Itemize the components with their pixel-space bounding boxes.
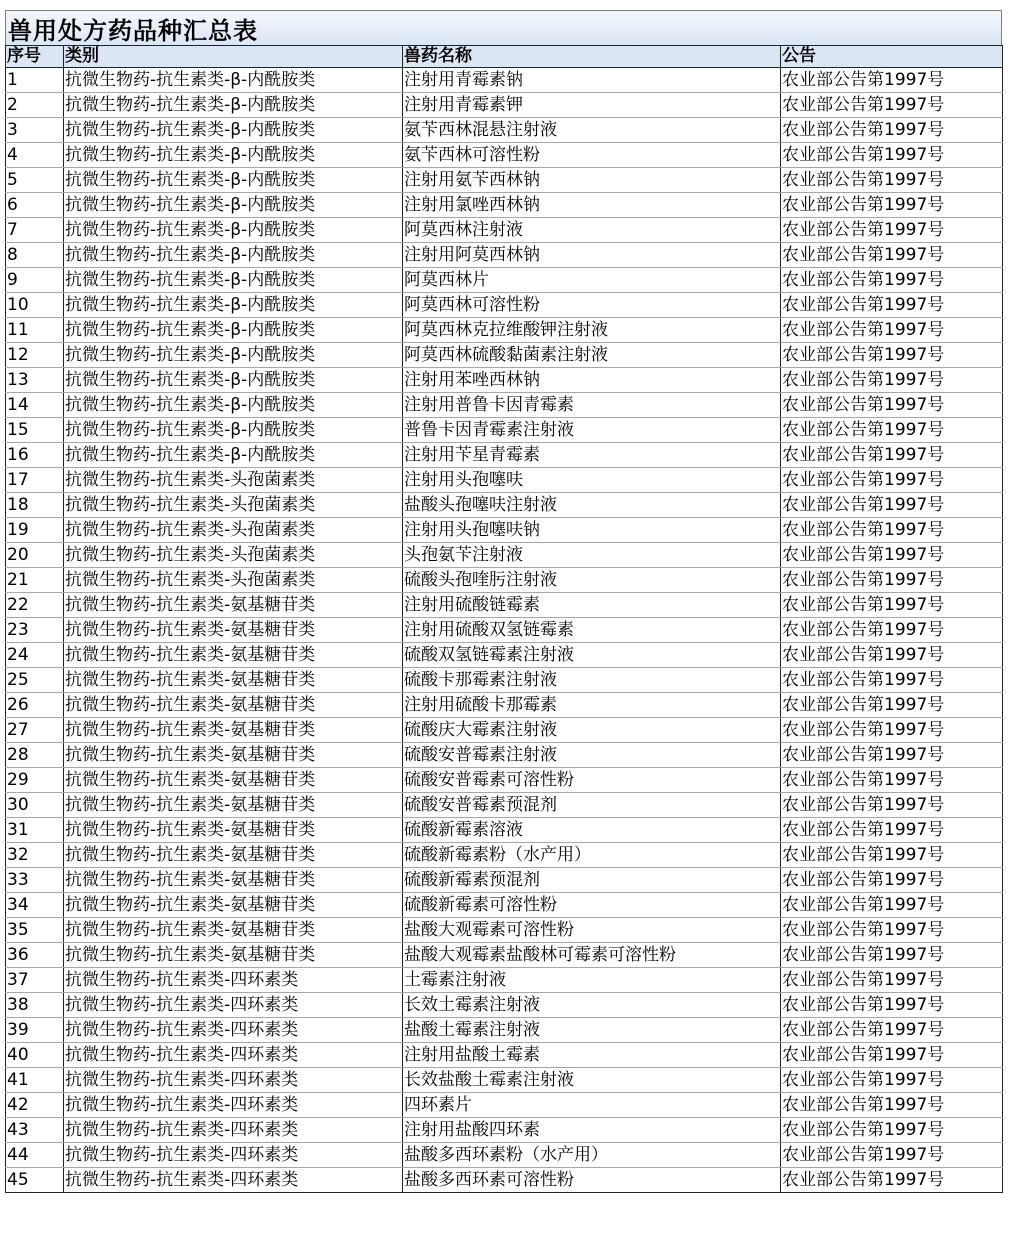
table-row [6,793,1003,818]
cell-index: 38 [6,993,64,1018]
cell-category: 抗微生物药-抗生素类-氨基糖苷类 [64,768,403,793]
cell-index: 4 [6,143,64,168]
cell-category: 抗微生物药-抗生素类-四环素类 [64,1018,403,1043]
table-row [6,68,1003,93]
cell-category: 抗微生物药-抗生素类-β-内酰胺类 [64,118,403,143]
cell-category: 抗微生物药-抗生素类-四环素类 [64,1118,403,1143]
cell-announcement: 农业部公告第1997号 [781,1118,1003,1143]
cell-announcement: 农业部公告第1997号 [781,643,1003,668]
cell-index: 3 [6,118,64,143]
cell-drug-name: 普鲁卡因青霉素注射液 [403,418,781,443]
cell-announcement: 农业部公告第1997号 [781,468,1003,493]
page-title: 兽用处方药品种汇总表 [8,16,258,45]
cell-index: 42 [6,1093,64,1118]
cell-category: 抗微生物药-抗生素类-四环素类 [64,1068,403,1093]
cell-drug-name: 注射用苯唑西林钠 [403,368,781,393]
cell-category: 抗微生物药-抗生素类-β-内酰胺类 [64,368,403,393]
cell-index: 1 [6,68,64,93]
cell-announcement: 农业部公告第1997号 [781,1143,1003,1168]
cell-category: 抗微生物药-抗生素类-氨基糖苷类 [64,918,403,943]
cell-announcement: 农业部公告第1997号 [781,293,1003,318]
cell-index: 37 [6,968,64,993]
cell-announcement: 农业部公告第1997号 [781,493,1003,518]
cell-category: 抗微生物药-抗生素类-氨基糖苷类 [64,618,403,643]
cell-announcement: 农业部公告第1997号 [781,193,1003,218]
cell-drug-name: 土霉素注射液 [403,968,781,993]
cell-category: 抗微生物药-抗生素类-β-内酰胺类 [64,268,403,293]
cell-drug-name: 注射用硫酸卡那霉素 [403,693,781,718]
cell-announcement: 农业部公告第1997号 [781,168,1003,193]
cell-announcement: 农业部公告第1997号 [781,1093,1003,1118]
cell-announcement: 农业部公告第1997号 [781,943,1003,968]
cell-index: 45 [6,1168,64,1193]
cell-announcement: 农业部公告第1997号 [781,1018,1003,1043]
cell-category: 抗微生物药-抗生素类-β-内酰胺类 [64,68,403,93]
drug-table [5,45,1003,1193]
cell-category: 抗微生物药-抗生素类-氨基糖苷类 [64,868,403,893]
cell-index: 44 [6,1143,64,1168]
cell-category: 抗微生物药-抗生素类-β-内酰胺类 [64,193,403,218]
cell-category: 抗微生物药-抗生素类-四环素类 [64,993,403,1018]
cell-index: 24 [6,643,64,668]
cell-announcement: 农业部公告第1997号 [781,118,1003,143]
cell-announcement: 农业部公告第1997号 [781,318,1003,343]
table-row [6,643,1003,668]
table-row [6,243,1003,268]
cell-category: 抗微生物药-抗生素类-四环素类 [64,1143,403,1168]
cell-index: 9 [6,268,64,293]
table-row [6,543,1003,568]
cell-announcement: 农业部公告第1997号 [781,893,1003,918]
cell-index: 15 [6,418,64,443]
cell-drug-name: 氨苄西林混悬注射液 [403,118,781,143]
table-row [6,93,1003,118]
table-row [6,618,1003,643]
cell-drug-name: 注射用盐酸四环素 [403,1118,781,1143]
cell-drug-name: 长效盐酸土霉素注射液 [403,1068,781,1093]
cell-index: 40 [6,1043,64,1068]
table-row [6,368,1003,393]
table-row [6,918,1003,943]
cell-index: 36 [6,943,64,968]
table-row [6,318,1003,343]
cell-category: 抗微生物药-抗生素类-氨基糖苷类 [64,793,403,818]
title-row [5,10,1002,45]
cell-announcement: 农业部公告第1997号 [781,618,1003,643]
column-header-announcement: 公告 [781,46,1003,68]
cell-category: 抗微生物药-抗生素类-β-内酰胺类 [64,243,403,268]
table-row [6,968,1003,993]
cell-index: 6 [6,193,64,218]
cell-index: 19 [6,518,64,543]
table-row [6,593,1003,618]
cell-category: 抗微生物药-抗生素类-氨基糖苷类 [64,893,403,918]
cell-drug-name: 注射用青霉素钾 [403,93,781,118]
cell-drug-name: 注射用头孢噻呋钠 [403,518,781,543]
cell-drug-name: 注射用硫酸双氢链霉素 [403,618,781,643]
cell-drug-name: 盐酸多西环素可溶性粉 [403,1168,781,1193]
header-row [6,46,1003,68]
cell-category: 抗微生物药-抗生素类-氨基糖苷类 [64,743,403,768]
cell-category: 抗微生物药-抗生素类-氨基糖苷类 [64,843,403,868]
cell-drug-name: 硫酸头孢喹肟注射液 [403,568,781,593]
cell-drug-name: 阿莫西林注射液 [403,218,781,243]
cell-drug-name: 硫酸双氢链霉素注射液 [403,643,781,668]
cell-category: 抗微生物药-抗生素类-β-内酰胺类 [64,218,403,243]
table-row [6,843,1003,868]
table-row [6,418,1003,443]
cell-index: 8 [6,243,64,268]
cell-announcement: 农业部公告第1997号 [781,568,1003,593]
table-row [6,568,1003,593]
cell-category: 抗微生物药-抗生素类-头孢菌素类 [64,568,403,593]
cell-index: 23 [6,618,64,643]
cell-index: 29 [6,768,64,793]
cell-category: 抗微生物药-抗生素类-β-内酰胺类 [64,293,403,318]
cell-announcement: 农业部公告第1997号 [781,818,1003,843]
column-header-drug-name: 兽药名称 [403,46,781,68]
cell-index: 39 [6,1018,64,1043]
cell-index: 5 [6,168,64,193]
cell-drug-name: 注射用普鲁卡因青霉素 [403,393,781,418]
table-row [6,218,1003,243]
cell-index: 32 [6,843,64,868]
cell-announcement: 农业部公告第1997号 [781,1043,1003,1068]
cell-index: 34 [6,893,64,918]
table-row [6,1068,1003,1093]
cell-category: 抗微生物药-抗生素类-头孢菌素类 [64,518,403,543]
column-header-category: 类别 [64,46,403,68]
cell-category: 抗微生物药-抗生素类-β-内酰胺类 [64,143,403,168]
cell-index: 20 [6,543,64,568]
cell-index: 35 [6,918,64,943]
cell-category: 抗微生物药-抗生素类-氨基糖苷类 [64,693,403,718]
cell-drug-name: 阿莫西林硫酸黏菌素注射液 [403,343,781,368]
cell-drug-name: 注射用青霉素钠 [403,68,781,93]
cell-index: 28 [6,743,64,768]
table-row [6,1118,1003,1143]
cell-announcement: 农业部公告第1997号 [781,693,1003,718]
cell-category: 抗微生物药-抗生素类-β-内酰胺类 [64,418,403,443]
table-row [6,818,1003,843]
cell-drug-name: 硫酸新霉素溶液 [403,818,781,843]
cell-index: 11 [6,318,64,343]
table-row [6,743,1003,768]
table-row [6,668,1003,693]
spreadsheet [5,10,1002,1193]
table-row [6,718,1003,743]
cell-index: 13 [6,368,64,393]
cell-announcement: 农业部公告第1997号 [781,968,1003,993]
cell-drug-name: 硫酸新霉素粉（水产用） [403,843,781,868]
table-row [6,943,1003,968]
cell-category: 抗微生物药-抗生素类-四环素类 [64,968,403,993]
table-row [6,1018,1003,1043]
cell-drug-name: 盐酸多西环素粉（水产用） [403,1143,781,1168]
cell-announcement: 农业部公告第1997号 [781,443,1003,468]
cell-announcement: 农业部公告第1997号 [781,843,1003,868]
cell-category: 抗微生物药-抗生素类-氨基糖苷类 [64,643,403,668]
table-row [6,493,1003,518]
cell-category: 抗微生物药-抗生素类-β-内酰胺类 [64,168,403,193]
cell-index: 41 [6,1068,64,1093]
cell-announcement: 农业部公告第1997号 [781,343,1003,368]
cell-index: 7 [6,218,64,243]
table-row [6,1143,1003,1168]
table-row [6,118,1003,143]
cell-index: 12 [6,343,64,368]
cell-drug-name: 硫酸安普霉素预混剂 [403,793,781,818]
table-row [6,468,1003,493]
cell-announcement: 农业部公告第1997号 [781,143,1003,168]
cell-category: 抗微生物药-抗生素类-β-内酰胺类 [64,393,403,418]
cell-drug-name: 注射用氯唑西林钠 [403,193,781,218]
cell-index: 2 [6,93,64,118]
table-row [6,868,1003,893]
cell-announcement: 农业部公告第1997号 [781,593,1003,618]
cell-drug-name: 盐酸大观霉素可溶性粉 [403,918,781,943]
cell-drug-name: 阿莫西林克拉维酸钾注射液 [403,318,781,343]
cell-category: 抗微生物药-抗生素类-β-内酰胺类 [64,318,403,343]
table-row [6,268,1003,293]
table-row [6,768,1003,793]
cell-announcement: 农业部公告第1997号 [781,268,1003,293]
cell-drug-name: 盐酸土霉素注射液 [403,1018,781,1043]
table-row [6,168,1003,193]
cell-drug-name: 注射用苄星青霉素 [403,443,781,468]
cell-announcement: 农业部公告第1997号 [781,668,1003,693]
cell-drug-name: 注射用硫酸链霉素 [403,593,781,618]
cell-category: 抗微生物药-抗生素类-氨基糖苷类 [64,718,403,743]
cell-announcement: 农业部公告第1997号 [781,368,1003,393]
cell-drug-name: 注射用氨苄西林钠 [403,168,781,193]
cell-index: 30 [6,793,64,818]
cell-category: 抗微生物药-抗生素类-β-内酰胺类 [64,93,403,118]
cell-announcement: 农业部公告第1997号 [781,543,1003,568]
cell-drug-name: 长效土霉素注射液 [403,993,781,1018]
cell-category: 抗微生物药-抗生素类-β-内酰胺类 [64,443,403,468]
cell-category: 抗微生物药-抗生素类-氨基糖苷类 [64,668,403,693]
table-row [6,443,1003,468]
cell-index: 31 [6,818,64,843]
cell-category: 抗微生物药-抗生素类-四环素类 [64,1093,403,1118]
cell-index: 10 [6,293,64,318]
cell-index: 14 [6,393,64,418]
table-body [6,68,1003,1193]
cell-index: 16 [6,443,64,468]
table-row [6,1168,1003,1193]
cell-index: 33 [6,868,64,893]
cell-index: 26 [6,693,64,718]
cell-announcement: 农业部公告第1997号 [781,1068,1003,1093]
cell-announcement: 农业部公告第1997号 [781,218,1003,243]
table-row [6,893,1003,918]
cell-announcement: 农业部公告第1997号 [781,768,1003,793]
cell-announcement: 农业部公告第1997号 [781,718,1003,743]
cell-announcement: 农业部公告第1997号 [781,743,1003,768]
cell-drug-name: 硫酸安普霉素可溶性粉 [403,768,781,793]
cell-announcement: 农业部公告第1997号 [781,393,1003,418]
cell-category: 抗微生物药-抗生素类-头孢菌素类 [64,493,403,518]
cell-announcement: 农业部公告第1997号 [781,518,1003,543]
table-row [6,343,1003,368]
cell-index: 25 [6,668,64,693]
cell-category: 抗微生物药-抗生素类-氨基糖苷类 [64,943,403,968]
cell-announcement: 农业部公告第1997号 [781,418,1003,443]
cell-category: 抗微生物药-抗生素类-氨基糖苷类 [64,818,403,843]
cell-category: 抗微生物药-抗生素类-头孢菌素类 [64,468,403,493]
cell-announcement: 农业部公告第1997号 [781,918,1003,943]
cell-drug-name: 阿莫西林片 [403,268,781,293]
cell-drug-name: 注射用阿莫西林钠 [403,243,781,268]
cell-announcement: 农业部公告第1997号 [781,93,1003,118]
cell-announcement: 农业部公告第1997号 [781,1168,1003,1193]
cell-announcement: 农业部公告第1997号 [781,68,1003,93]
cell-index: 27 [6,718,64,743]
cell-index: 18 [6,493,64,518]
cell-announcement: 农业部公告第1997号 [781,793,1003,818]
table-row [6,143,1003,168]
cell-drug-name: 注射用头孢噻呋 [403,468,781,493]
cell-announcement: 农业部公告第1997号 [781,993,1003,1018]
table-row [6,393,1003,418]
table-row [6,193,1003,218]
cell-index: 43 [6,1118,64,1143]
cell-drug-name: 硫酸卡那霉素注射液 [403,668,781,693]
cell-index: 21 [6,568,64,593]
cell-announcement: 农业部公告第1997号 [781,868,1003,893]
cell-drug-name: 盐酸头孢噻呋注射液 [403,493,781,518]
cell-drug-name: 硫酸安普霉素注射液 [403,743,781,768]
cell-drug-name: 注射用盐酸土霉素 [403,1043,781,1068]
cell-category: 抗微生物药-抗生素类-氨基糖苷类 [64,593,403,618]
cell-drug-name: 氨苄西林可溶性粉 [403,143,781,168]
cell-announcement: 农业部公告第1997号 [781,243,1003,268]
table-row [6,993,1003,1018]
cell-category: 抗微生物药-抗生素类-β-内酰胺类 [64,343,403,368]
table-row [6,693,1003,718]
table-row [6,293,1003,318]
cell-drug-name: 头孢氨苄注射液 [403,543,781,568]
table-row [6,518,1003,543]
cell-category: 抗微生物药-抗生素类-四环素类 [64,1043,403,1068]
cell-drug-name: 盐酸大观霉素盐酸林可霉素可溶性粉 [403,943,781,968]
cell-category: 抗微生物药-抗生素类-头孢菌素类 [64,543,403,568]
cell-index: 17 [6,468,64,493]
cell-index: 22 [6,593,64,618]
cell-drug-name: 硫酸新霉素预混剂 [403,868,781,893]
table-row [6,1093,1003,1118]
cell-drug-name: 硫酸庆大霉素注射液 [403,718,781,743]
cell-drug-name: 硫酸新霉素可溶性粉 [403,893,781,918]
cell-category: 抗微生物药-抗生素类-四环素类 [64,1168,403,1193]
cell-drug-name: 阿莫西林可溶性粉 [403,293,781,318]
cell-drug-name: 四环素片 [403,1093,781,1118]
column-header-index: 序号 [6,46,64,68]
table-row [6,1043,1003,1068]
